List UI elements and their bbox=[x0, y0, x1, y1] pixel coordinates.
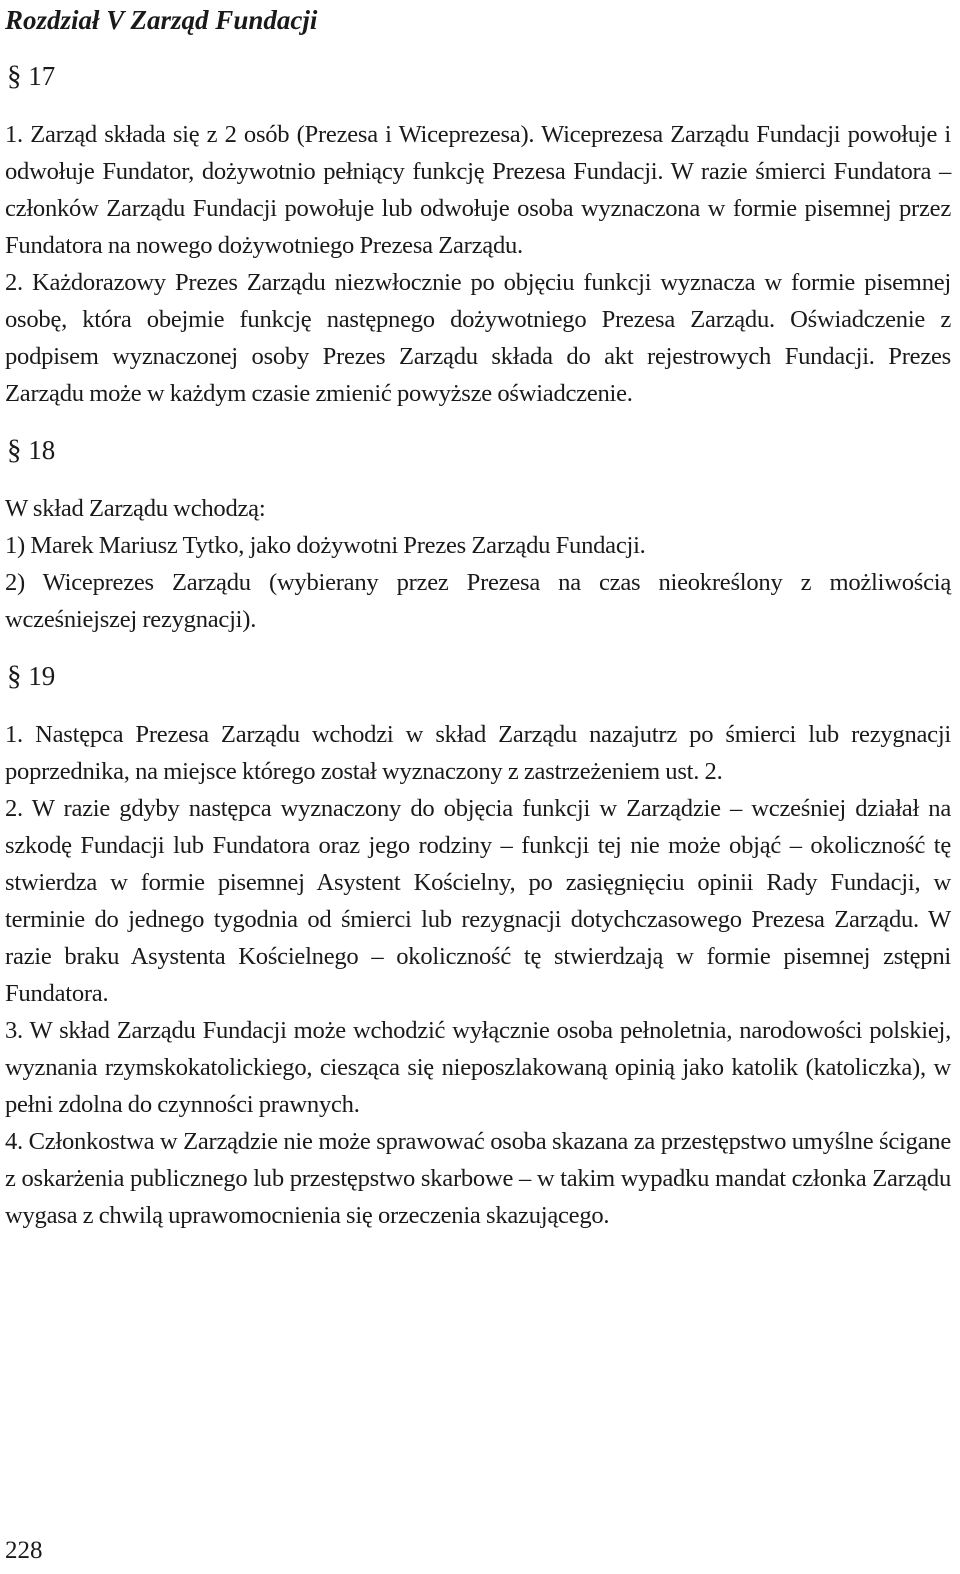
paragraph: W skład Zarządu wchodzą: bbox=[5, 495, 266, 522]
paragraph: 2. W razie gdyby następca wyznaczony do objęcia funkcji w Zarządzie – wcześniej działał na szkodę Fundacji lub Fundatora oraz jego rodziny – funkcji tej nie może objąć – okoliczność tę stwierdza w formie pisemnej Asystent Kościelny, po zasięgnięciu opinii Rady Fundacji, w terminie do jednego tygodnia od śmierci lub rezygnacji dotychczasowego Prezesa Zarządu. W razie braku Asystenta Kościelnego – okoliczność tę stwierdzają w formie pisemnej zstępni Fundatora. bbox=[5, 795, 951, 1007]
section-heading-19 bbox=[5, 658, 951, 694]
document-page bbox=[5, 0, 951, 1234]
list-item: 1) Marek Mariusz Tytko, jako dożywotni Prezes Zarządu Fundacji. bbox=[5, 532, 646, 559]
section-symbol: § bbox=[7, 660, 22, 692]
paragraph: 4. Członkostwa w Zarządzie nie może sprawować osoba skazana za przestępstwo umyślne ścigane z oskarżenia publicznego lub przestępstwo skarbowe – w takim wypadku mandat członka Zarządu wygasa z chwilą uprawomocnienia się orzeczenia skazującego. bbox=[5, 1128, 951, 1229]
list-item: 2) Wiceprezes Zarządu (wybierany przez Prezesa na czas nieokreślony z możliwością wcześniejszej rezygnacji). bbox=[5, 569, 951, 633]
chapter-title: Rozdział V Zarząd Fundacji bbox=[5, 5, 318, 35]
section-heading-17 bbox=[5, 58, 951, 94]
section-number: 18 bbox=[28, 435, 56, 465]
section-number: 19 bbox=[28, 661, 56, 691]
paragraph: 1. Zarząd składa się z 2 osób (Prezesa i Wiceprezesa). Wiceprezesa Zarządu Fundacji powołuje i odwołuje Fundator, dożywotnio pełniący funkcję Prezesa Fundacji. W razie śmierci Fundatora – członków Zarządu Fundacji powołuje lub odwołuje osoba wyznaczona w formie pisemnej przez Fundatora na nowego dożywotniego Prezesa Zarządu. bbox=[5, 121, 951, 259]
section-symbol: § bbox=[7, 60, 22, 92]
section-symbol: § bbox=[7, 434, 22, 466]
paragraph: 1. Następca Prezesa Zarządu wchodzi w skład Zarządu nazajutrz po śmierci lub rezygnacji poprzednika, na miejsce którego został wyznaczony z zastrzeżeniem ust. 2. bbox=[5, 721, 951, 785]
paragraph: 2. Każdorazowy Prezes Zarządu niezwłocznie po objęciu funkcji wyznacza w formie pisemnej osobę, która obejmie funkcję następnego dożywotniego Prezesa Zarządu. Oświadczenie z podpisem wyznaczonej osoby Prezes Zarządu składa do akt rejestrowych Fundacji. Prezes Zarządu może w każdym czasie zmienić powyższe oświadczenie. bbox=[5, 269, 951, 407]
page-number: 228 bbox=[5, 1537, 43, 1564]
section-heading-18 bbox=[5, 432, 951, 468]
paragraph: 3. W skład Zarządu Fundacji może wchodzić wyłącznie osoba pełnoletnia, narodowości polskiej, wyznania rzymskokatolickiego, ciesząca się nieposzlakowaną opinią jako katolik (katoliczka), w pełni zdolna do czynności prawnych. bbox=[5, 1017, 951, 1118]
section-number: 17 bbox=[28, 61, 56, 91]
